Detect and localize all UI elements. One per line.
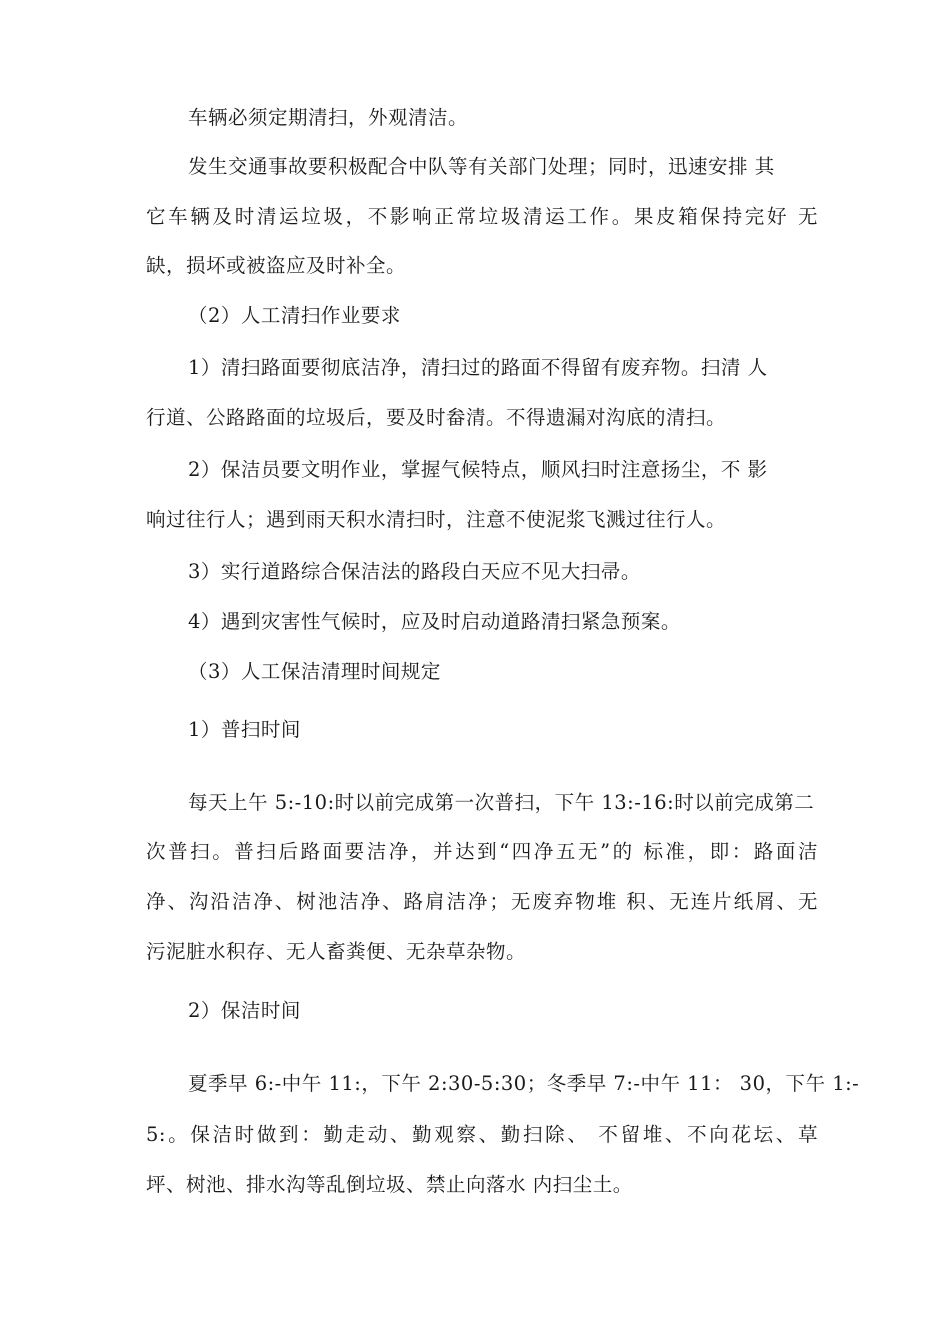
list-item-line: 3）实行道路综合保洁法的路段白天应不见大扫帚。 — [188, 560, 641, 583]
list-item-line: 行道、公路路面的垃圾后，要及时畚清。不得遗漏对沟底的清扫。 — [146, 406, 727, 429]
list-item-line: 1）清扫路面要彻底洁净，清扫过的路面不得留有废弃物。扫清 人 — [188, 356, 768, 379]
list-item-line: 2）保洁员要文明作业，掌握气候特点，顺风扫时注意扬尘，不 影 — [188, 458, 768, 481]
paragraph-line: 夏季早 6:-中午 11:，下午 2:30-5:30；冬季早 7:-中午 11： 30，下午 1:- — [188, 1072, 860, 1095]
paragraph-line: 5:。保洁时做到：勤走动、勤观察、勤扫除、 不留堆、不向花坛、草 — [146, 1123, 818, 1146]
paragraph-line: 净、沟沿洁净、树池洁净、路肩洁净；无废弃物堆 积、无连片纸屑、无 — [146, 890, 818, 913]
section-heading: （3）人工保洁清理时间规定 — [188, 660, 441, 683]
subsection-heading: 2）保洁时间 — [188, 999, 301, 1022]
paragraph-line: 次普扫。普扫后路面要洁净，并达到“四净五无”的 标准，即：路面洁 — [146, 840, 818, 863]
paragraph-line: 污泥脏水积存、无人畜粪便、无杂草杂物。 — [146, 940, 527, 963]
list-item-line: 4）遇到灾害性气候时，应及时启动道路清扫紧急预案。 — [188, 610, 681, 633]
paragraph-line: 车辆必须定期清扫，外观清洁。 — [188, 106, 469, 129]
paragraph-line: 发生交通事故要积极配合中队等有关部门处理；同时，迅速安排 其 — [188, 155, 775, 178]
section-heading: （2）人工清扫作业要求 — [188, 304, 401, 327]
paragraph-line: 它车辆及时清运垃圾，不影响正常垃圾清运工作。果皮箱保持完好 无 — [146, 205, 818, 228]
paragraph-line: 缺，损坏或被盗应及时补全。 — [146, 254, 407, 277]
subsection-heading: 1）普扫时间 — [188, 718, 301, 741]
paragraph-line: 每天上午 5:-10:时以前完成第一次普扫，下午 13:-16:时以前完成第二 — [188, 791, 815, 814]
list-item-line: 响过往行人；遇到雨天积水清扫时，注意不使泥浆飞溅过往行人。 — [146, 508, 727, 531]
paragraph-line: 坪、树池、排水沟等乱倒垃圾、禁止向落水 内扫尘土。 — [146, 1173, 633, 1196]
